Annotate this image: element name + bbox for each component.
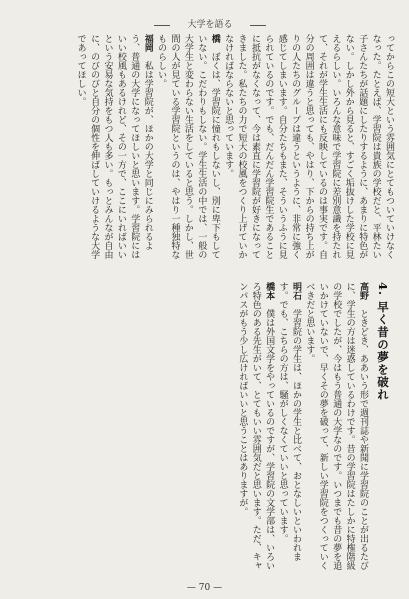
speaker-text: ぼくは、学習院に憧れもしないし、別に卑下もしていない。こだわりもしない。学生生活の中では、一般の大学生と変わらない生活をしていると思う。しかし、世間の人が見ている学習院というのは、やはり一種独特なものらしい。 bbox=[156, 34, 220, 259]
speaker-text: ときどき、ああいう形で週刊誌や新聞に学習院のことが出るたびに、学生の方は迷惑しているわけです。昔の学習院はたしかに特権階級の学校でしたが、今はもう普通の大学なのです。いつまでも昔の夢を追いかけていないで、早くその夢を破って、新しい学習院をつくっていくべきだと思います。 bbox=[304, 282, 368, 570]
speaker-text: 学習院の学生は、ほかの学生と比べて、おとなしいといわれます。でも、こちらの方は、騒がしくなくていいと思っています。 bbox=[277, 282, 301, 561]
paragraph-continuation: ってからこの短大という雰囲気にとてもついていけなくなった。たとえば、学習院は貴族の学校だと、平林たい子さんたちが話題にしたりするように、あまりに特色がない。しかし外から見ると、すごく垢抜けした学校に見えるらしい。いろんな意味で学習院に差別意識を持たれて、それが学生生活にも反映しているのは事実です。自分の周囲は違うと思っても、やはり、下からの持ち上がりの人たちのグループは違うというように、非常に強く感じてしまいます。自分たちもまた、そういうふうに見られているのです。でも、だんだん学習院生であることに抵抗がなくなって、今は素直に学習院が好きになってきました。私たちの力で短大の校風をつくり上げていかなければならないと思っています。 bbox=[223, 34, 394, 259]
paragraph-speaker3 bbox=[235, 282, 275, 577]
speaker-name: 橋 bbox=[209, 34, 220, 43]
speaker-name: 高野 bbox=[358, 282, 368, 300]
lower-text-band bbox=[14, 282, 369, 577]
paragraph-speaker2 bbox=[73, 34, 153, 264]
running-header: 大学を語る bbox=[150, 18, 270, 32]
speaker-name: 福岡 bbox=[142, 34, 153, 52]
page-number: — 70 — bbox=[186, 583, 223, 593]
section-heading: 4. 早く昔の夢を破れ bbox=[376, 282, 390, 402]
paragraph-speaker1 bbox=[154, 34, 221, 264]
paragraph-speaker5 bbox=[302, 282, 369, 577]
speaker-text: 私は学習院が、ほかの大学と同じにみられるよう、普通の大学になってほしいと思います。学習院にはいい校風もあるけれど、その一方で、ここにいればいいという安易な気持をもつ人も多い。もっとみんなが自由に、のびのびと自分の個性を伸ばしていけるような大学であってほしい。 bbox=[75, 34, 153, 259]
speaker-text: 僕は外国文学をやっているのですが、学習院の文学部は、いろいろ特色のある先生がいて、とてもいい雰囲気だと思います。ただ、キャンパスがもう少し広ければいいと思うことはありますが。 bbox=[237, 282, 275, 570]
speaker-name: 橋本 bbox=[264, 282, 275, 300]
paragraph-speaker4 bbox=[275, 282, 302, 577]
speaker-name: 明石 bbox=[290, 282, 301, 300]
upper-text-band bbox=[14, 34, 395, 264]
